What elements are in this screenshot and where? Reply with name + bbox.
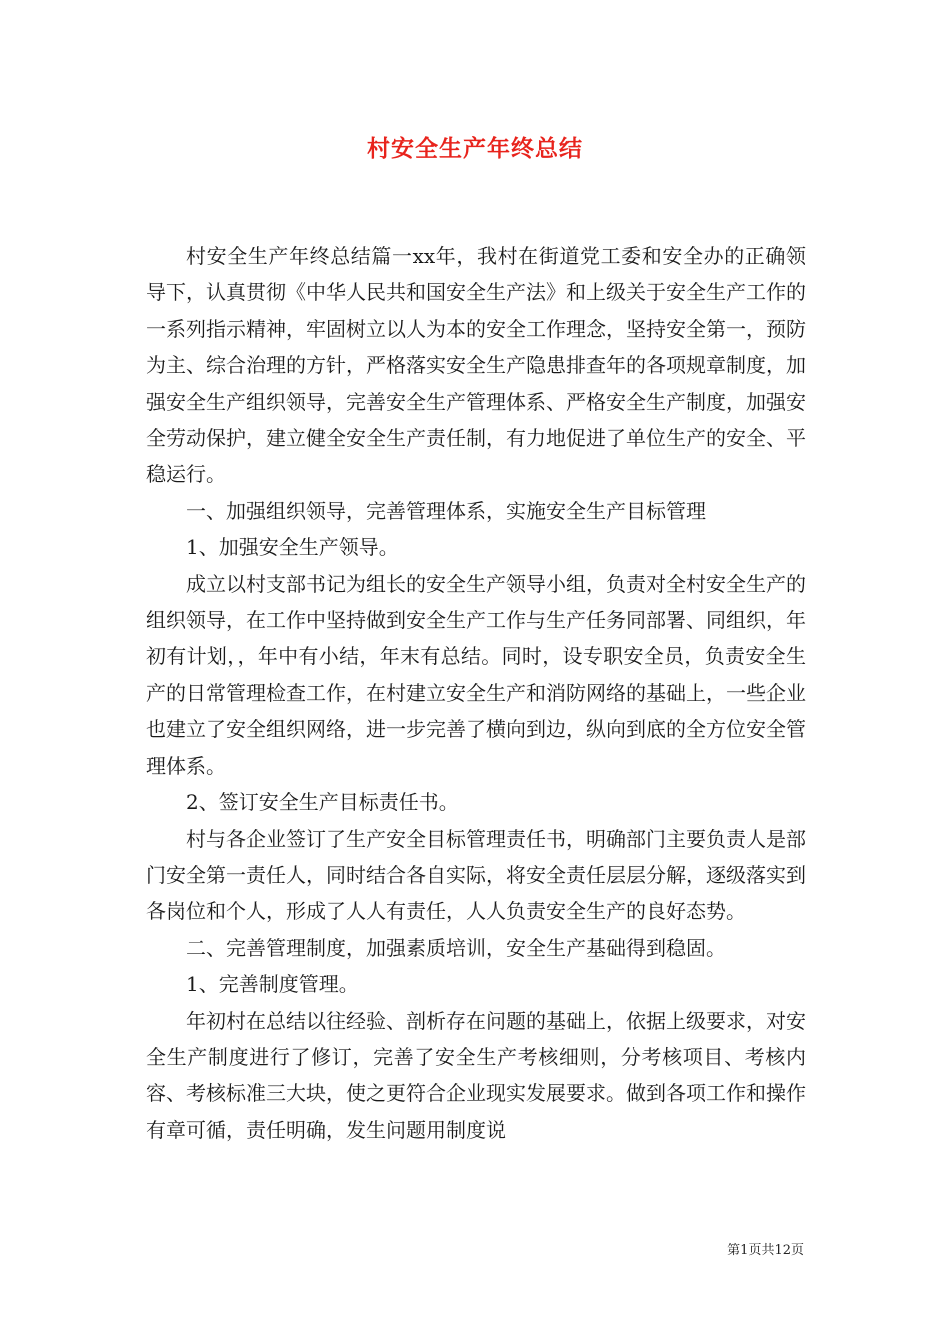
document-title: 村安全生产年终总结 <box>367 135 583 162</box>
paragraph-intro: 村安全生产年终总结篇一xx年，我村在街道党工委和安全办的正确领导下，认真贯彻《中华人民共和国安全生产法》和上级关于安全生产工作的一系列指示精神，牢固树立以人为本的安全工作理念，坚持安全第一，预防为主、综合治理的方针，严格落实安全生产隐患排查年的各项规章制度，加强安全生产组织领导，完善安全生产管理体系、严格安全生产制度，加强安全劳动保护，建立健全安全生产责任制，有力地促进了单位生产的安全、平稳运行。 <box>146 244 806 487</box>
section-heading-1: 一、加强组织领导，完善管理体系，实施安全生产目标管理 <box>186 498 706 523</box>
paragraph-1-1: 成立以村支部书记为组长的安全生产领导小组，负责对全村安全生产的组织领导，在工作中坚持做到安全生产工作与生产任务同部署、同组织，年初有计划，，年中有小结，年末有总结。同时，设专职安全员，负责安全生产的日常管理检查工作，在村建立安全生产和消防网络的基础上，一些企业也建立了安全组织网络，进一步完善了横向到边，纵向到底的全方位安全管理体系。 <box>146 571 806 778</box>
subsection-heading-2-1: 1、完善制度管理。 <box>186 972 359 997</box>
document-body <box>146 238 806 1148</box>
paragraph-2-1: 年初村在总结以往经验、剖析存在问题的基础上，依据上级要求，对安全生产制度进行了修订，完善了安全生产考核细则，分考核项目、考核内容、考核标准三大块，使之更符合企业现实发展要求。做到各项工作和操作有章可循，责任明确，发生问题用制度说 <box>146 1008 806 1142</box>
subsection-heading-1-2: 2、签订安全生产目标责任书。 <box>186 790 459 815</box>
subsection-heading-1-1: 1、加强安全生产领导。 <box>186 535 399 560</box>
page-number: 第1页共12页 <box>727 1243 804 1258</box>
section-heading-2: 二、完善管理制度，加强素质培训，安全生产基础得到稳固。 <box>186 935 726 960</box>
paragraph-1-2: 村与各企业签订了生产安全目标管理责任书，明确部门主要负责人是部门安全第一责任人，同时结合各自实际，将安全责任层层分解，逐级落实到各岗位和个人，形成了人人有责任，人人负责安全生产的良好态势。 <box>146 826 806 924</box>
